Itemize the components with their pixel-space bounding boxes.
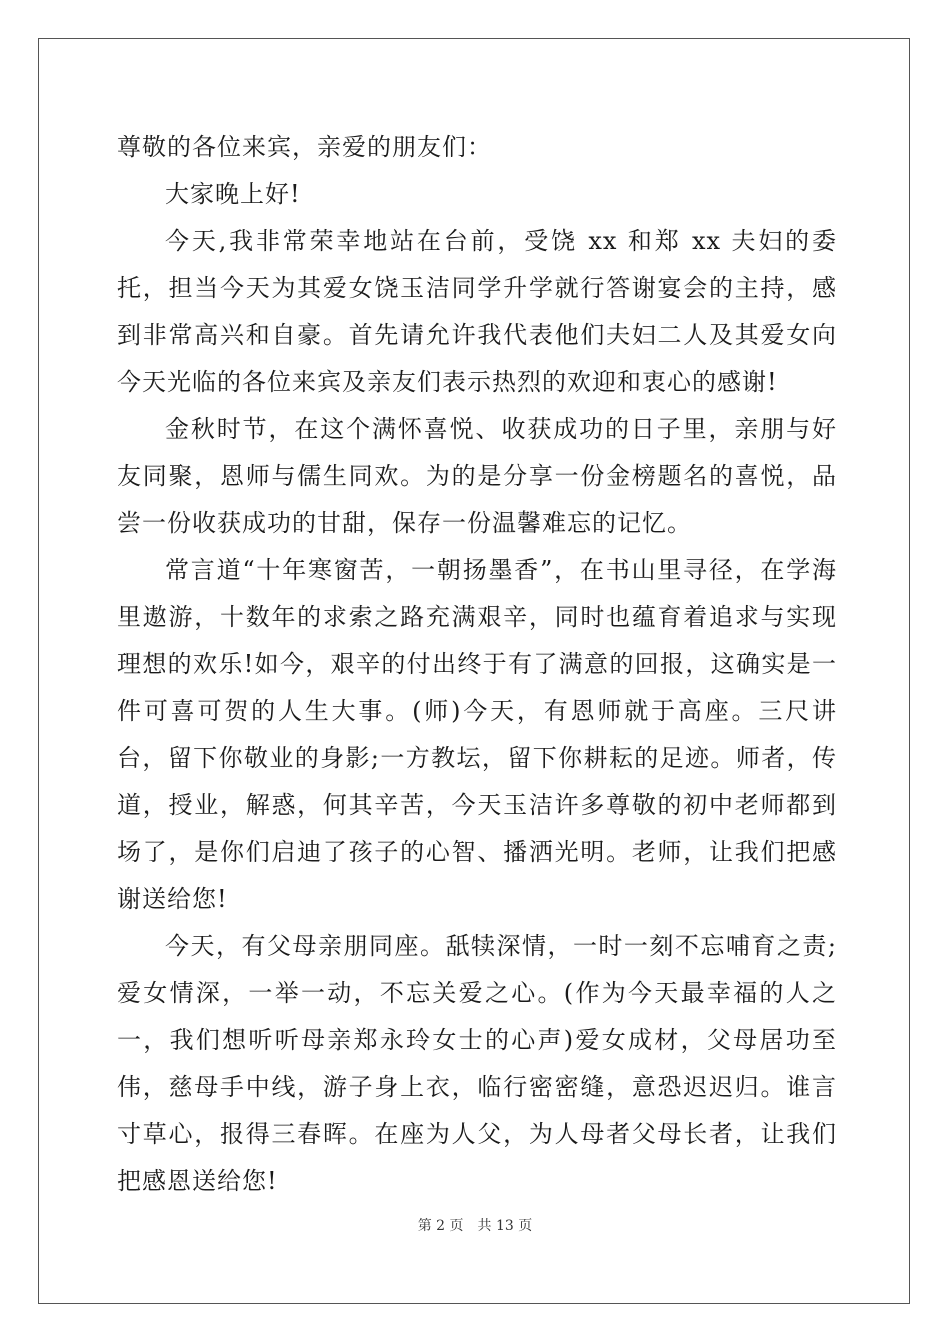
salutation: 尊敬的各位来宾，亲爱的朋友们： [117, 133, 492, 161]
paragraph-autumn: 金秋时节，在这个满怀喜悦、收获成功的日子里，亲朋与好友同聚，恩师与儒生同欢。为的是分享一份金榜题名的喜悦，品尝一份收获成功的甘甜，保存一份温馨难忘的记忆。 [117, 415, 837, 537]
document-body [117, 124, 837, 1205]
paragraph-opening: 今天,我非常荣幸地站在台前，受饶 xx 和郑 xx 夫妇的委托，担当今天为其爱女饶玉洁同学升学就行答谢宴会的主持，感到非常高兴和自豪。首先请允许我代表他们夫妇二人及其爱女向今天光临的各位来宾及亲友们表示热烈的欢迎和衷心的感谢! [117, 227, 837, 396]
paragraph-teachers: 常言道“十年寒窗苦，一朝扬墨香”，在书山里寻径，在学海里遨游，十数年的求索之路充满艰辛，同时也蕴育着追求与实现理想的欢乐!如今，艰辛的付出终于有了满意的回报，这确实是一件可喜可贺的人生大事。(师)今天，有恩师就于高座。三尺讲台，留下你敬业的身影;一方教坛，留下你耕耘的足迹。师者，传道，授业，解惑，何其辛苦，今天玉洁许多尊敬的初中老师都到场了，是你们启迪了孩子的心智、播洒光明。老师，让我们把感谢送给您! [117, 556, 837, 913]
paragraph-greeting: 大家晚上好! [165, 180, 301, 208]
paragraph-parents: 今天，有父母亲朋同座。舐犊深情，一时一刻不忘哺育之责;爱女情深，一举一动，不忘关爱之心。(作为今天最幸福的人之一，我们想听听母亲郑永玲女士的心声)爱女成材，父母居功至伟，慈母手中线，游子身上衣，临行密密缝，意恐迟迟归。谁言寸草心，报得三春晖。在座为人父，为人母者父母长者，让我们把感恩送给您! [117, 932, 837, 1195]
page-number-footer: 第 2 页 共 13 页 [417, 1218, 533, 1234]
